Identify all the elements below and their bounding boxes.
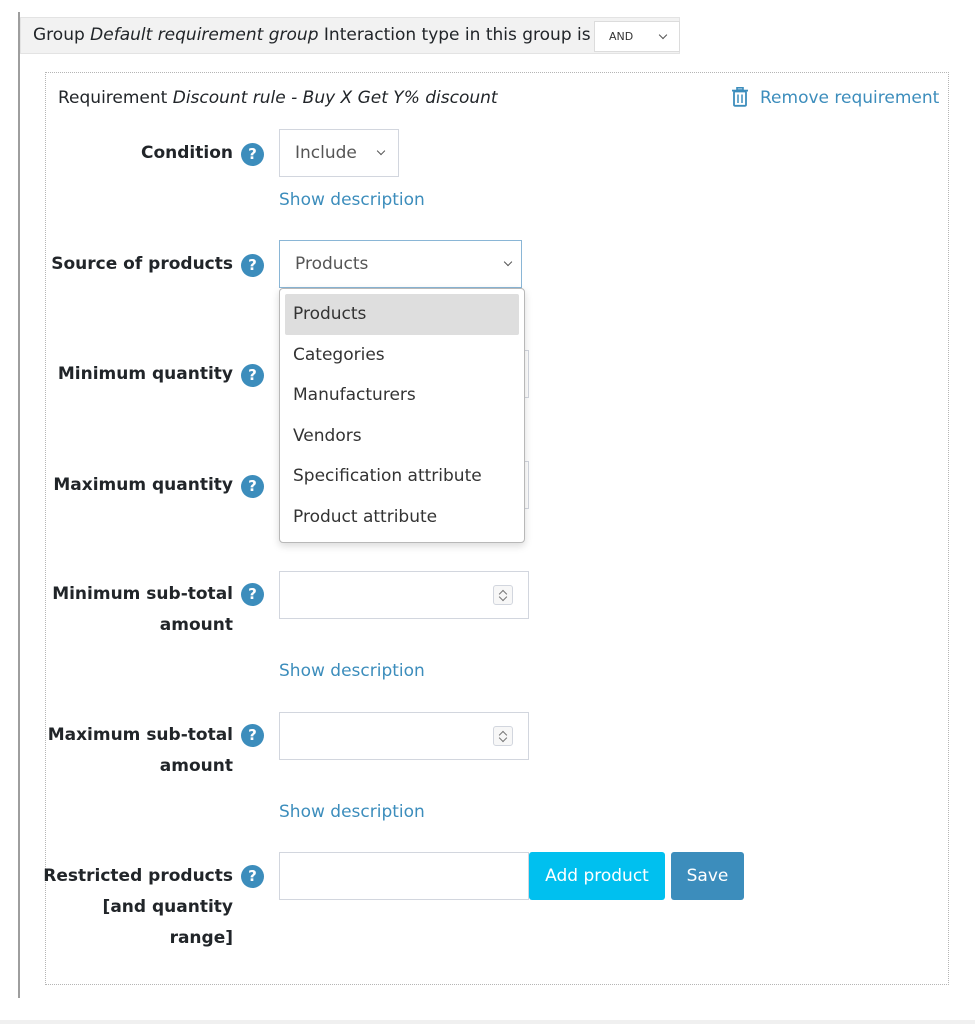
- dropdown-option-specification-attribute[interactable]: Specification attribute: [293, 466, 482, 487]
- dropdown-option-product-attribute[interactable]: Product attribute: [293, 506, 438, 527]
- dropdown-option-manufacturers[interactable]: Manufacturers: [293, 385, 416, 406]
- help-icon[interactable]: ?: [241, 724, 264, 747]
- help-icon[interactable]: ?: [241, 143, 264, 166]
- restricted-products-label-line3: range]: [169, 928, 233, 948]
- restricted-products-label-line2: [and quantity: [102, 897, 233, 917]
- minimum-quantity-label: Minimum quantity: [57, 364, 233, 384]
- minimum-subtotal-label-line2: amount: [159, 615, 233, 635]
- minimum-subtotal-input[interactable]: [279, 571, 529, 619]
- dropdown-option-vendors[interactable]: Vendors: [293, 425, 362, 446]
- trash-icon: [731, 87, 749, 107]
- left-border-bar: [18, 12, 20, 998]
- help-icon[interactable]: ?: [241, 475, 264, 498]
- interaction-type-value: AND: [609, 30, 634, 43]
- minimum-subtotal-label-line1: Minimum sub-total: [52, 584, 233, 604]
- condition-select[interactable]: [279, 129, 399, 177]
- restricted-products-input[interactable]: [279, 852, 529, 900]
- interaction-type-select[interactable]: [594, 21, 680, 52]
- condition-value: Include: [295, 143, 357, 163]
- condition-label: Condition: [141, 143, 233, 163]
- maximum-quantity-label: Maximum quantity: [53, 475, 233, 495]
- footer-divider: [0, 1020, 975, 1024]
- add-product-button[interactable]: Add product: [529, 852, 665, 900]
- maximum-subtotal-show-description[interactable]: Show description: [279, 802, 425, 822]
- source-of-products-select[interactable]: [279, 240, 522, 288]
- chevron-down-icon: [377, 147, 385, 155]
- dropdown-option-categories[interactable]: Categories: [293, 344, 385, 365]
- remove-requirement-label: Remove requirement: [760, 88, 940, 108]
- requirement-prefix: Requirement: [58, 88, 173, 108]
- maximum-subtotal-label-line1: Maximum sub-total: [47, 725, 233, 745]
- restricted-products-label-line1: Restricted products: [43, 866, 233, 886]
- maximum-subtotal-input[interactable]: [279, 712, 529, 760]
- group-header: [20, 17, 680, 54]
- requirement-name: Discount rule - Buy X Get Y% discount: [172, 88, 498, 108]
- chevron-down-icon: [659, 31, 667, 39]
- dropdown-option-products[interactable]: Products: [285, 294, 519, 335]
- number-spinner-icon[interactable]: [493, 585, 513, 605]
- condition-show-description[interactable]: Show description: [279, 190, 425, 210]
- source-of-products-value: Products: [295, 254, 369, 274]
- minimum-subtotal-show-description[interactable]: Show description: [279, 661, 425, 681]
- interaction-label: Interaction type in this group is: [318, 25, 591, 45]
- save-button[interactable]: Save: [671, 852, 744, 900]
- help-icon[interactable]: ?: [241, 254, 264, 277]
- source-of-products-dropdown: [279, 288, 525, 543]
- help-icon[interactable]: ?: [241, 364, 264, 387]
- chevron-down-icon: [504, 258, 512, 266]
- group-prefix: Group: [33, 25, 91, 45]
- group-name: Default requirement group: [90, 25, 319, 45]
- source-of-products-label: Source of products: [51, 254, 233, 274]
- help-icon[interactable]: ?: [241, 865, 264, 888]
- help-icon[interactable]: ?: [241, 583, 264, 606]
- maximum-subtotal-label-line2: amount: [159, 756, 233, 776]
- requirement-title: [58, 86, 498, 110]
- number-spinner-icon[interactable]: [493, 726, 513, 746]
